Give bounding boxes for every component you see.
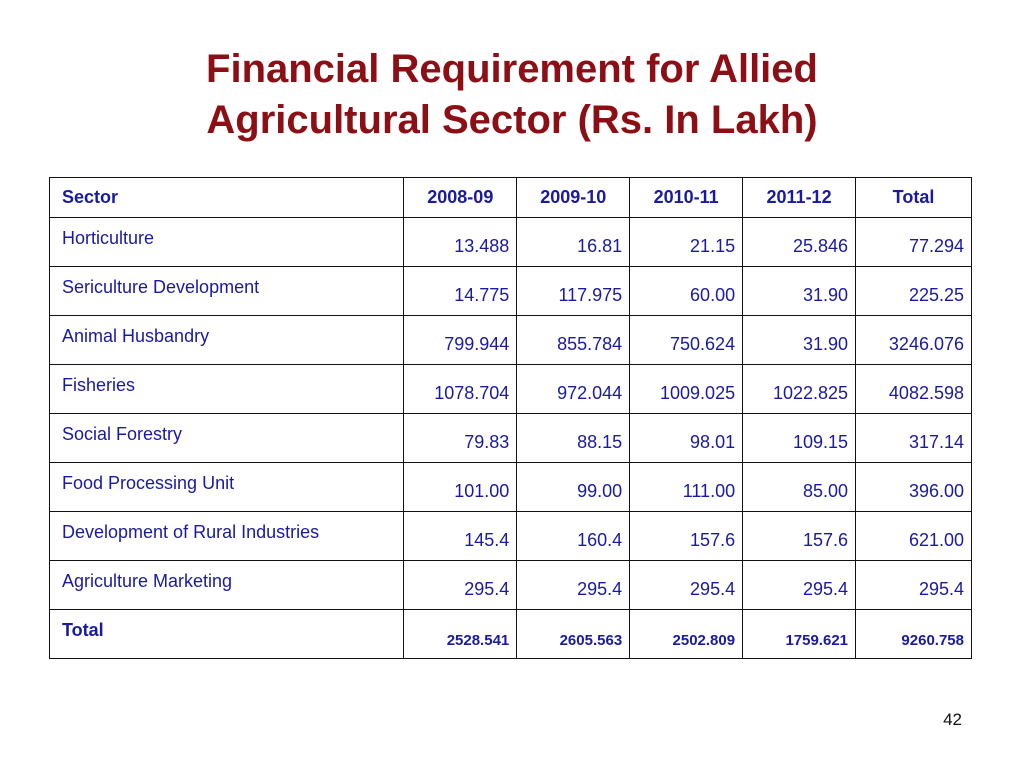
financial-requirement-table [49, 177, 972, 659]
sector-name: Social Forestry [50, 414, 404, 463]
value-2009-10: 99.00 [517, 463, 630, 512]
sector-name: Food Processing Unit [50, 463, 404, 512]
value-2010-11: 98.01 [630, 414, 743, 463]
value-2009-10: 117.975 [517, 267, 630, 316]
value-2008-09: 13.488 [404, 218, 517, 267]
page-number: 42 [943, 710, 962, 729]
slide-title [0, 44, 1024, 146]
value-2011-12: 109.15 [743, 414, 856, 463]
sector-name: Horticulture [50, 218, 404, 267]
value-total: 295.4 [856, 561, 972, 610]
slide-title-line-2: Agricultural Sector (Rs. In Lakh) [206, 98, 818, 142]
total-2008-09: 2528.541 [404, 610, 517, 659]
value-2008-09: 79.83 [404, 414, 517, 463]
value-total: 77.294 [856, 218, 972, 267]
value-2009-10: 972.044 [517, 365, 630, 414]
value-2010-11: 111.00 [630, 463, 743, 512]
value-total: 396.00 [856, 463, 972, 512]
table-row [50, 561, 972, 610]
value-2011-12: 31.90 [743, 316, 856, 365]
total-2011-12: 1759.621 [743, 610, 856, 659]
table-total-row [50, 610, 972, 659]
sector-name: Development of Rural Industries [50, 512, 404, 561]
value-2008-09: 295.4 [404, 561, 517, 610]
header-2009-10: 2009-10 [517, 178, 630, 218]
header-2008-09: 2008-09 [404, 178, 517, 218]
value-total: 621.00 [856, 512, 972, 561]
value-total: 317.14 [856, 414, 972, 463]
value-2011-12: 85.00 [743, 463, 856, 512]
value-total: 3246.076 [856, 316, 972, 365]
value-2010-11: 295.4 [630, 561, 743, 610]
table-header-row [50, 178, 972, 218]
table-row [50, 218, 972, 267]
total-2009-10: 2605.563 [517, 610, 630, 659]
value-2009-10: 160.4 [517, 512, 630, 561]
total-label: Total [50, 610, 404, 659]
table-row [50, 512, 972, 561]
table-row [50, 365, 972, 414]
value-2010-11: 750.624 [630, 316, 743, 365]
sector-name: Sericulture Development [50, 267, 404, 316]
sector-name: Animal Husbandry [50, 316, 404, 365]
value-2008-09: 145.4 [404, 512, 517, 561]
value-total: 225.25 [856, 267, 972, 316]
value-2010-11: 60.00 [630, 267, 743, 316]
sector-name: Agriculture Marketing [50, 561, 404, 610]
table-row [50, 267, 972, 316]
value-total: 4082.598 [856, 365, 972, 414]
value-2008-09: 799.944 [404, 316, 517, 365]
value-2010-11: 21.15 [630, 218, 743, 267]
sector-name: Fisheries [50, 365, 404, 414]
value-2010-11: 1009.025 [630, 365, 743, 414]
value-2009-10: 88.15 [517, 414, 630, 463]
value-2009-10: 295.4 [517, 561, 630, 610]
value-2009-10: 855.784 [517, 316, 630, 365]
value-2011-12: 31.90 [743, 267, 856, 316]
table-row [50, 316, 972, 365]
value-2011-12: 25.846 [743, 218, 856, 267]
value-2009-10: 16.81 [517, 218, 630, 267]
header-sector: Sector [50, 178, 404, 218]
value-2011-12: 157.6 [743, 512, 856, 561]
value-2010-11: 157.6 [630, 512, 743, 561]
value-2011-12: 295.4 [743, 561, 856, 610]
value-2008-09: 1078.704 [404, 365, 517, 414]
value-2011-12: 1022.825 [743, 365, 856, 414]
table-row [50, 414, 972, 463]
value-2008-09: 101.00 [404, 463, 517, 512]
grand-total: 9260.758 [856, 610, 972, 659]
header-2010-11: 2010-11 [630, 178, 743, 218]
header-total: Total [856, 178, 972, 218]
total-2010-11: 2502.809 [630, 610, 743, 659]
value-2008-09: 14.775 [404, 267, 517, 316]
slide-title-line-1: Financial Requirement for Allied [206, 47, 818, 91]
header-2011-12: 2011-12 [743, 178, 856, 218]
table-row [50, 463, 972, 512]
